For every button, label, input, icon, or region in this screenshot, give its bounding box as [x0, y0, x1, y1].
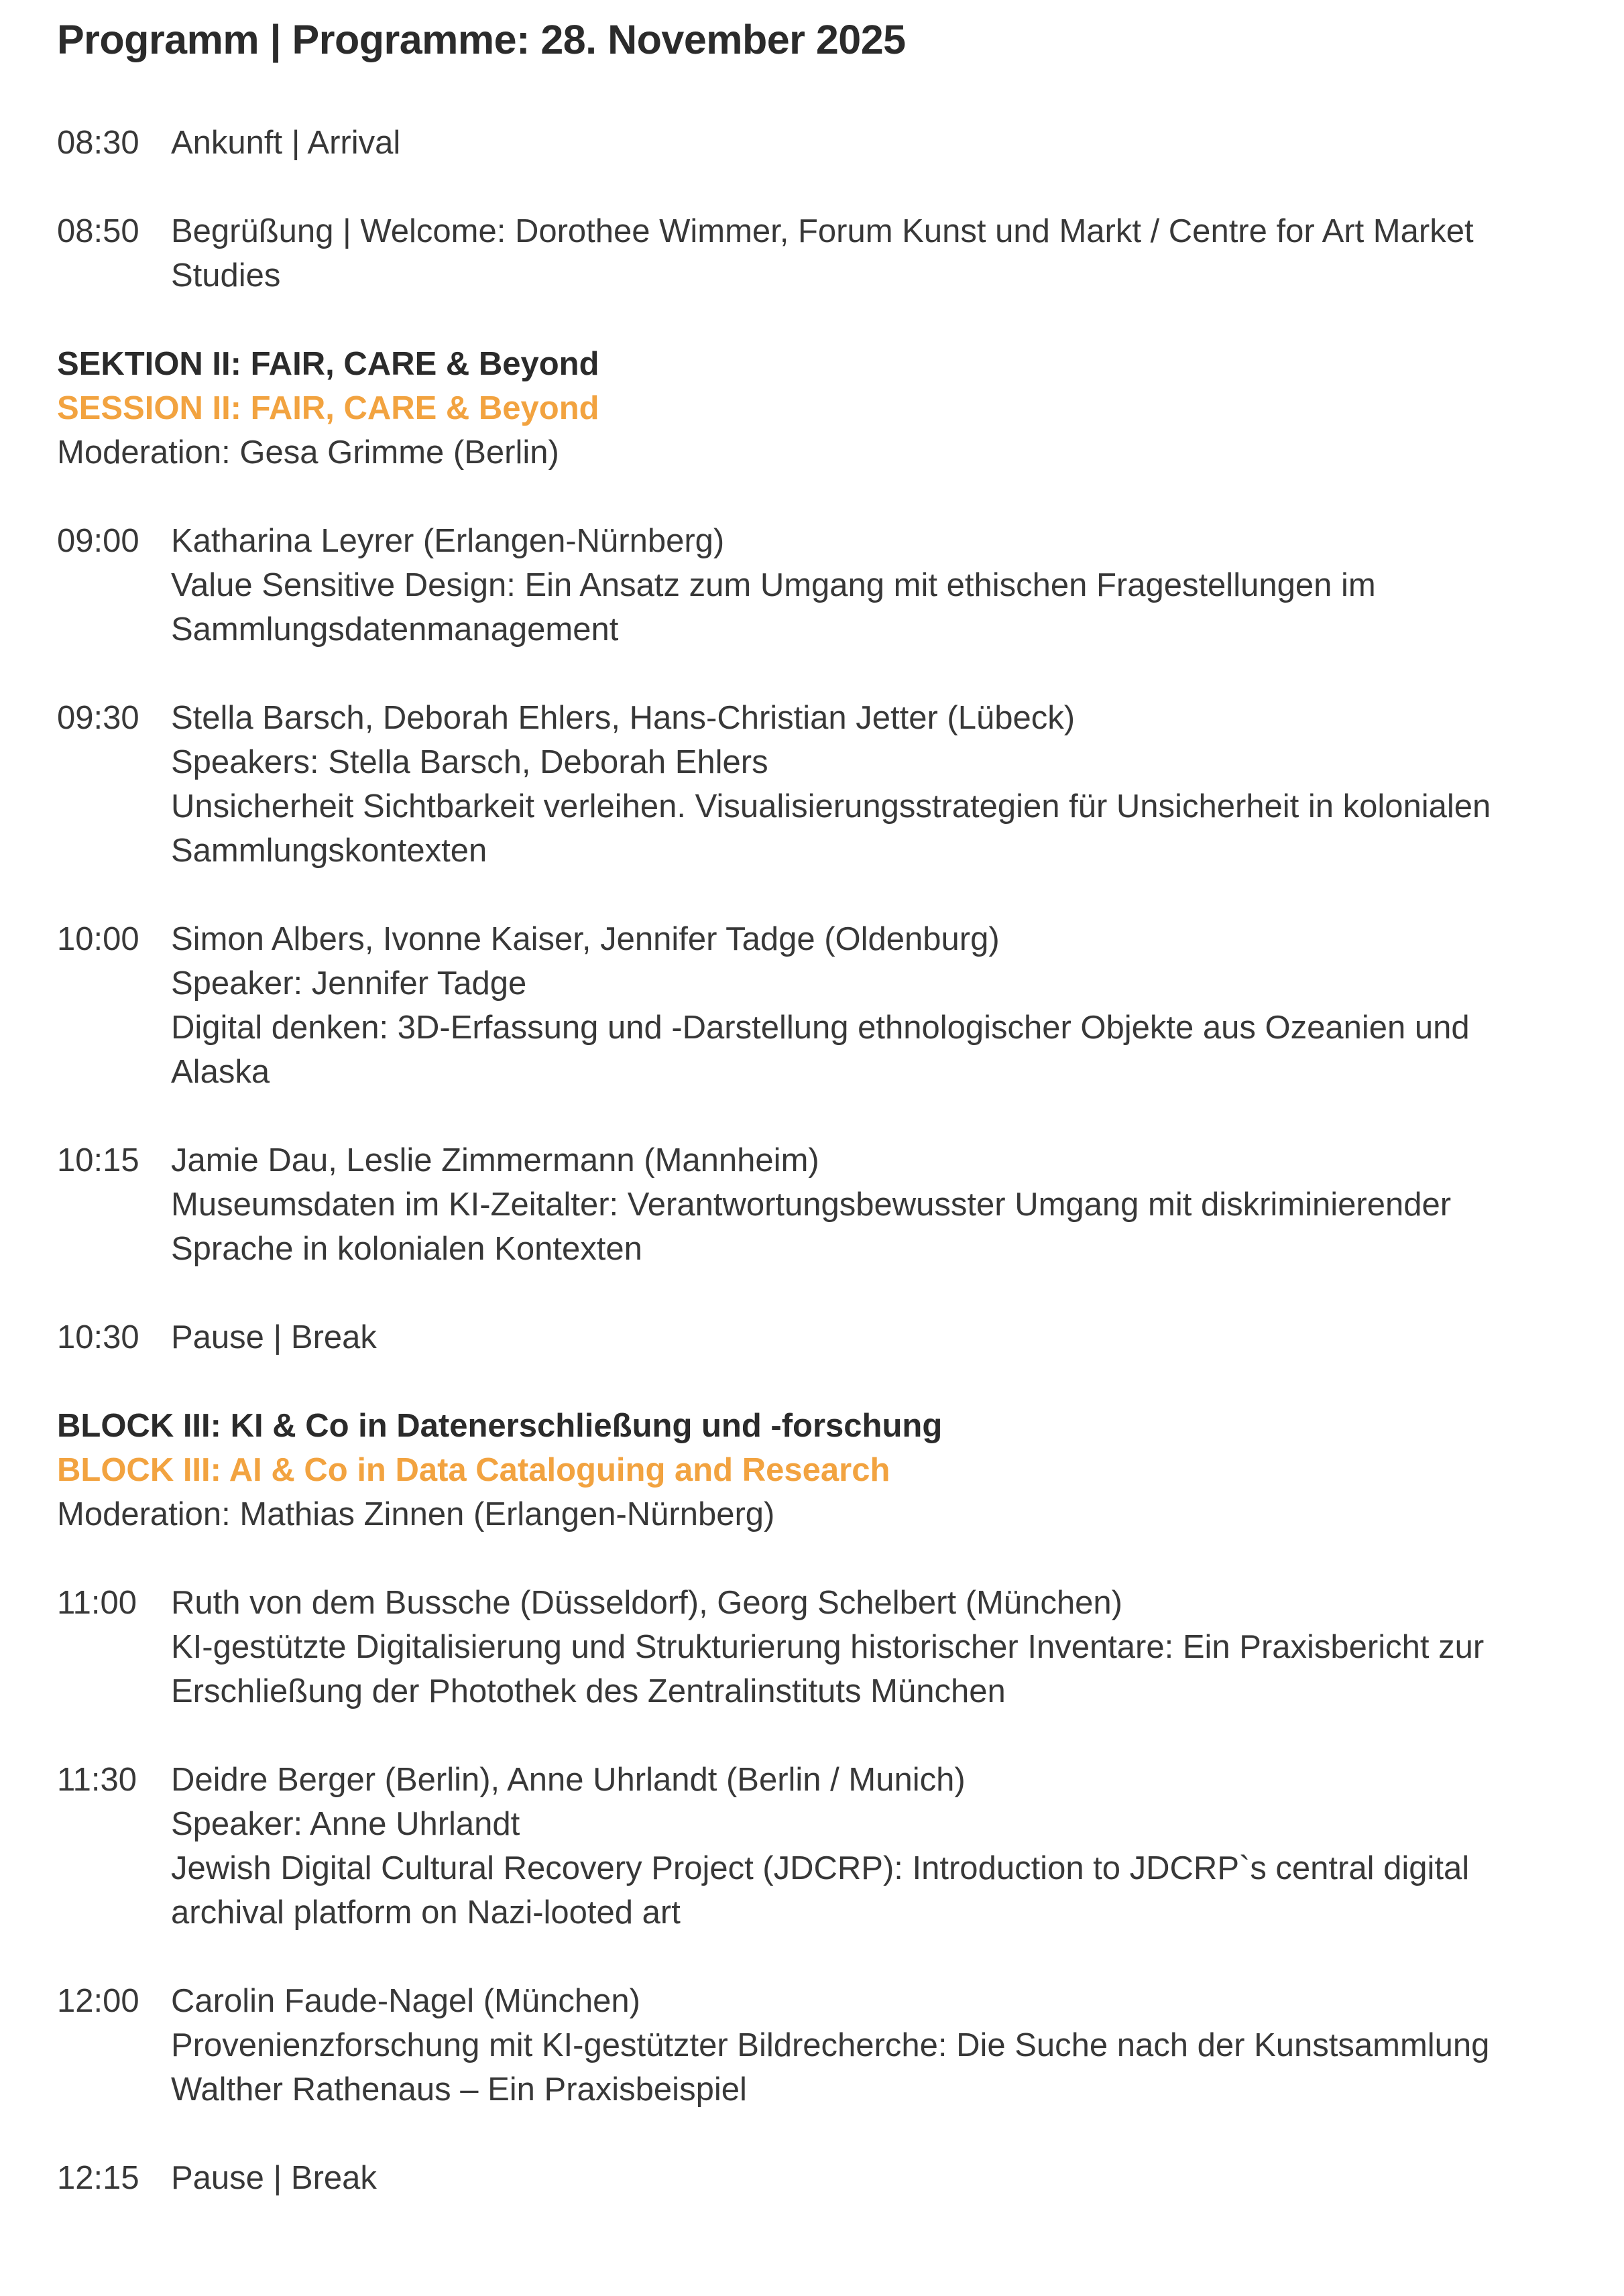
- section-title-de: BLOCK III: KI & Co in Datenerschließung und -forschung: [57, 1408, 943, 1444]
- schedule-row: [57, 1315, 1570, 1360]
- schedule-list: [57, 121, 1570, 2200]
- event-line: Unsicherheit Sichtbarkeit verleihen. Visualisierungsstrategien für Unsicherheit in kolonialen Sammlungskontexten: [171, 788, 1491, 869]
- section-header: [57, 1404, 1532, 1536]
- event-lines: [171, 917, 1539, 1094]
- schedule-row: [57, 2156, 1570, 2200]
- event-time: 11:30: [57, 1762, 137, 1798]
- event-time: 09:30: [57, 700, 139, 736]
- event-line: Ankunft | Arrival: [171, 125, 401, 161]
- schedule-row: [57, 1581, 1570, 1713]
- event-line: Speaker: Jennifer Tadge: [171, 965, 527, 1002]
- event-line: KI-gestützte Digitalisierung und Strukturierung historischer Inventare: Ein Praxisbericht zur Erschließung der Photothek des Zentralinstituts München: [171, 1629, 1485, 1709]
- event-lines: [171, 519, 1539, 652]
- programme-page: [57, 16, 1570, 2200]
- event-line: Deidre Berger (Berlin), Anne Uhrlandt (Berlin / Munich): [171, 1762, 966, 1798]
- event-time: 08:30: [57, 125, 139, 161]
- event-line: Jamie Dau, Leslie Zimmermann (Mannheim): [171, 1142, 819, 1179]
- event-time: 10:15: [57, 1142, 139, 1179]
- event-time: 10:00: [57, 921, 139, 957]
- event-line: Museumsdaten im KI-Zeitalter: Verantwortungsbewusster Umgang mit diskriminierender Sprache in kolonialen Kontexten: [171, 1187, 1452, 1267]
- event-time: 12:00: [57, 1983, 139, 2019]
- section-header: [57, 342, 1532, 475]
- section-title-en: BLOCK III: AI & Co in Data Cataloguing and Research: [57, 1452, 890, 1488]
- schedule-row: [57, 917, 1570, 1094]
- event-line: Jewish Digital Cultural Recovery Project (JDCRP): Introduction to JDCRP`s central digital archival platform on Nazi-looted art: [171, 1850, 1470, 1931]
- event-line: Digital denken: 3D-Erfassung und -Darstellung ethnologischer Objekte aus Ozeanien und Alaska: [171, 1010, 1470, 1090]
- event-lines: [171, 696, 1539, 873]
- schedule-row: [57, 209, 1570, 298]
- schedule-row: [57, 1138, 1570, 1271]
- event-time: 08:50: [57, 213, 139, 249]
- section-title-en: SESSION II: FAIR, CARE & Beyond: [57, 390, 599, 426]
- event-line: Pause | Break: [171, 2160, 377, 2196]
- event-lines: [171, 209, 1539, 298]
- event-line: Simon Albers, Ivonne Kaiser, Jennifer Tadge (Oldenburg): [171, 921, 1000, 957]
- event-lines: [171, 1581, 1539, 1713]
- event-line: Pause | Break: [171, 1319, 377, 1355]
- event-time: 09:00: [57, 523, 139, 559]
- event-line: Carolin Faude-Nagel (München): [171, 1983, 640, 2019]
- event-time: 12:15: [57, 2160, 139, 2196]
- event-line: Value Sensitive Design: Ein Ansatz zum Umgang mit ethischen Fragestellungen im Sammlungsdatenmanagement: [171, 567, 1376, 648]
- event-lines: [171, 121, 1539, 165]
- schedule-row: [57, 121, 1570, 165]
- section-moderation: Moderation: Gesa Grimme (Berlin): [57, 434, 559, 471]
- event-lines: [171, 1758, 1539, 1935]
- event-line: Begrüßung | Welcome: Dorothee Wimmer, Forum Kunst und Markt / Centre for Art Market Studies: [171, 213, 1474, 294]
- event-line: Speaker: Anne Uhrlandt: [171, 1806, 520, 1842]
- event-line: Katharina Leyrer (Erlangen-Nürnberg): [171, 523, 725, 559]
- section-moderation: Moderation: Mathias Zinnen (Erlangen-Nürnberg): [57, 1496, 775, 1532]
- event-line: Provenienzforschung mit KI-gestützter Bildrecherche: Die Suche nach der Kunstsammlung Walther Rathenaus – Ein Praxisbeispiel: [171, 2027, 1490, 2108]
- event-time: 11:00: [57, 1585, 137, 1621]
- event-lines: [171, 1979, 1539, 2112]
- event-lines: [171, 1315, 1539, 1360]
- schedule-row: [57, 1758, 1570, 1935]
- event-time: 10:30: [57, 1319, 139, 1355]
- event-lines: [171, 2156, 1539, 2200]
- event-line: Stella Barsch, Deborah Ehlers, Hans-Christian Jetter (Lübeck): [171, 700, 1076, 736]
- schedule-row: [57, 1979, 1570, 2112]
- event-lines: [171, 1138, 1539, 1271]
- page-title: Programm | Programme: 28. November 2025: [57, 17, 906, 62]
- section-title-de: SEKTION II: FAIR, CARE & Beyond: [57, 346, 599, 382]
- schedule-row: [57, 519, 1570, 652]
- event-line: Speakers: Stella Barsch, Deborah Ehlers: [171, 744, 768, 780]
- event-line: Ruth von dem Bussche (Düsseldorf), Georg Schelbert (München): [171, 1585, 1122, 1621]
- schedule-row: [57, 696, 1570, 873]
